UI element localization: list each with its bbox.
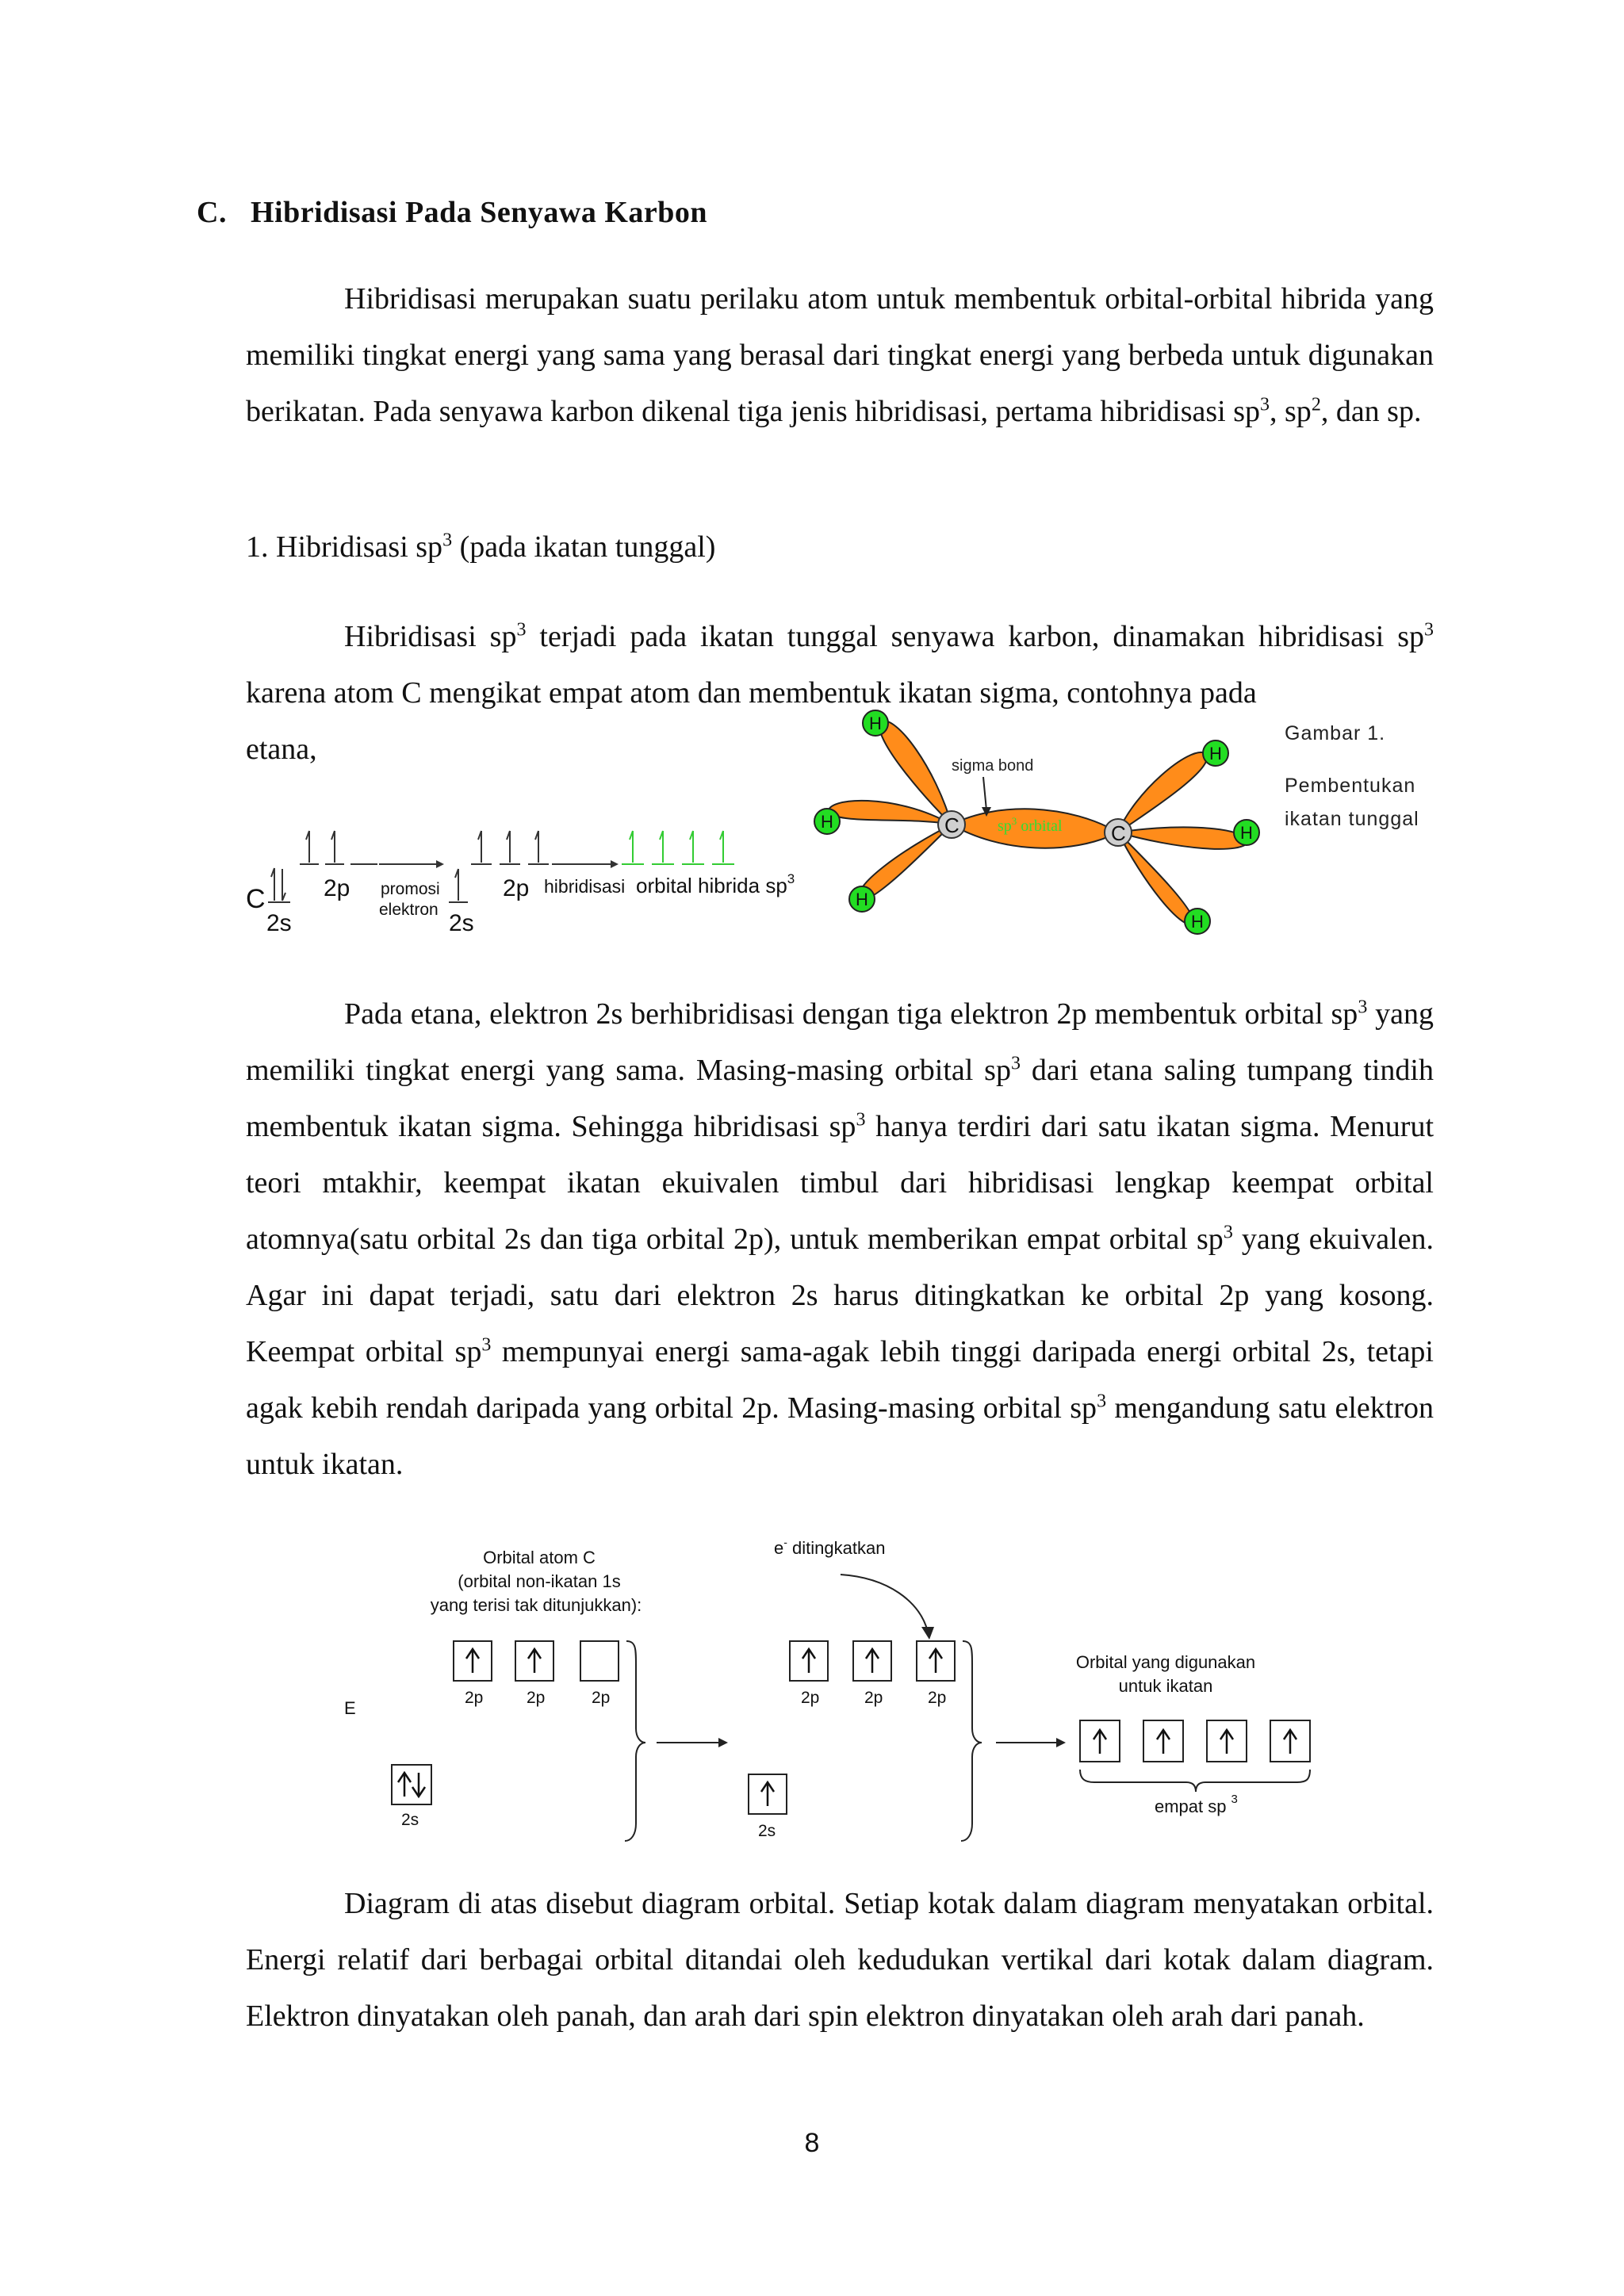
para3-e6: 3 [1097, 1391, 1107, 1412]
intro-tail: , dan sp. [1320, 395, 1422, 428]
subheading-prefix: 1. Hibridisasi sp [246, 530, 443, 564]
para3-t6: mempunyai energi sama-agak lebih tinggi daripada energi orbital 2s, tetapi agak kebih rendah daripada yang orbital 2p. Masing-masing orbital sp [246, 1335, 1434, 1425]
carbon-label: C [944, 813, 959, 837]
fig1-label-2p: 2p [324, 875, 350, 901]
arrow-icon [921, 1627, 934, 1640]
para3-e5: 3 [481, 1334, 492, 1356]
hydrogen-label: H [1209, 744, 1222, 763]
label-2s: 2s [401, 1811, 419, 1829]
intro-sep: , [1270, 395, 1285, 428]
hydrogen-label: H [869, 714, 882, 733]
sp3-lobe [1118, 752, 1207, 832]
up-arrow-icon [690, 831, 693, 863]
orbital-box-2s [392, 1765, 431, 1804]
label-2p: 2p [928, 1689, 947, 1707]
label-2s: 2s [758, 1822, 776, 1840]
para3-e4: 3 [1223, 1222, 1233, 1243]
up-arrow-icon [306, 831, 309, 863]
orbital-box-2p [580, 1641, 619, 1681]
up-arrow-icon [660, 831, 663, 863]
empat-sp3-label: empat sp $^3$ [1155, 1793, 1238, 1816]
fig1-label-2p-b: 2p [503, 875, 530, 901]
label-2p: 2p [527, 1689, 546, 1707]
intro-sp2-exp: 2 [1311, 394, 1321, 415]
section-number: C. [197, 196, 227, 229]
up-arrow-icon [478, 831, 481, 863]
hydrogen-label: H [1191, 912, 1204, 932]
up-arrow-icon [535, 831, 538, 863]
para3-t7: mengandung satu elektron untuk ikatan. [246, 1391, 1434, 1481]
intro-sp2: sp [1285, 395, 1312, 428]
fig1-label-2s-b: 2s [449, 910, 474, 936]
label-2p: 2p [864, 1689, 883, 1707]
used-orbitals-line2: untuk ikatan [1118, 1676, 1213, 1696]
para3-t2: yang memiliki tingkat energi yang sama. Masing-masing orbital sp [246, 997, 1434, 1087]
para3-t1: Pada etana, elektron 2s berhibridisasi dengan tiga elektron 2p membentuk orbital sp [344, 997, 1358, 1031]
label-2p: 2p [592, 1689, 611, 1707]
para4-text: Diagram di atas disebut diagram orbital. Setiap kotak dalam diagram menyatakan orbital. Energi relatif dari berbagai orbital ditandai oleh kedudukan vertikal dari kotak dalam diagram. Elektron dinyatakan oleh panah, dan arah dari spin elektron dinyatakan oleh arah dari panah. [246, 1887, 1434, 2033]
carbon-label: C [1111, 821, 1126, 845]
fig1-label-hibridisasi: hibridisasi [544, 876, 626, 897]
para3-e3: 3 [856, 1109, 866, 1131]
subheading [246, 530, 715, 564]
ethane-molecule [814, 710, 1259, 934]
ethane-sp3-figure [238, 706, 1443, 959]
section-title: Hibridisasi Pada Senyawa Karbon [250, 196, 708, 229]
sp3-orbital-label: $sp^3$ orbital [998, 815, 1063, 835]
para2-b-exp: 3 [1424, 619, 1434, 641]
up-arrow-icon [331, 831, 335, 863]
figure1-caption [1285, 717, 1419, 836]
arrow-icon [718, 1738, 728, 1747]
fig1-label-promosi: promosi [381, 880, 440, 898]
brace-icon [625, 1641, 645, 1841]
intro-sp3: sp [1233, 395, 1261, 428]
para2-c: karena atom C mengikat empat atom dan membentuk ikatan sigma, contohnya pada [246, 676, 1257, 710]
sp3-lobe [859, 825, 952, 900]
fig2-title-line3: yang terisi tak ditunjukkan): [430, 1595, 642, 1615]
fig2-title-line1: Orbital atom C [483, 1548, 596, 1567]
promotion-arrow [841, 1575, 928, 1632]
para2-line3: etana, [246, 733, 317, 766]
sigma-bond-label: sigma bond [952, 757, 1034, 775]
section-heading [197, 195, 707, 230]
fig2-e-label: e- ditingkatkan [774, 1536, 886, 1558]
para2-a-exp: 3 [516, 619, 527, 641]
fig1-label-c: C [246, 884, 266, 914]
arrow-icon [1056, 1738, 1066, 1747]
up-arrow-icon [720, 831, 723, 863]
para3-t3: dari etana saling tumpang tindih membentuk ikatan sigma. Sehingga hibridisasi sp [246, 1054, 1434, 1143]
intro-paragraph [246, 271, 1434, 440]
hydrogen-label: H [821, 812, 833, 832]
energy-axis-label: E [344, 1698, 356, 1718]
para4 [246, 1876, 1434, 2045]
caption-line1: Pembentukan [1285, 775, 1416, 797]
up-arrow-icon [507, 831, 510, 863]
hydrogen-label: H [1240, 823, 1253, 843]
orbital-diagram-figure [317, 1530, 1348, 1847]
para2-a: Hibridisasi sp [344, 620, 517, 653]
brace-icon [1080, 1770, 1310, 1792]
subheading-exp: 3 [442, 530, 453, 551]
page-number: 8 [804, 2128, 820, 2158]
fig1-label-2s: 2s [266, 910, 292, 936]
para3-t4: hanya terdiri dari satu ikatan sigma. Menurut teori mtakhir, keempat ikatan ekuivalen timbul dari hibridisasi lengkap keempat orbital atomnya(satu orbital 2s dan tiga orbital 2p), untuk memberikan empat orbital sp [246, 1110, 1434, 1256]
caption-line2: ikatan tunggal [1285, 808, 1419, 830]
up-arrow-icon [271, 868, 274, 901]
brace-icon [961, 1641, 982, 1841]
up-arrow-icon [630, 831, 633, 863]
up-arrow-icon [455, 869, 458, 901]
label-2p: 2p [465, 1689, 484, 1707]
fig2-title-line2: (orbital non-ikatan 1s [458, 1571, 621, 1591]
para3-e2: 3 [1010, 1053, 1021, 1074]
para2-line1 [246, 609, 1434, 721]
label-2p: 2p [801, 1689, 820, 1707]
para3-e1: 3 [1358, 997, 1368, 1018]
para2-b: terjadi pada ikatan tunggal senyawa karbon, dinamakan hibridisasi sp [526, 620, 1424, 653]
para3-t5: yang ekuivalen. Agar ini dapat terjadi, satu dari elektron 2s harus ditingkatkan ke orbital 2p yang kosong. Keempat orbital sp [246, 1223, 1434, 1368]
caption-title: Gambar 1. [1285, 722, 1386, 744]
sp3-lobe [1118, 827, 1249, 848]
intro-sp3-exp: 3 [1260, 394, 1270, 415]
para3 [246, 986, 1434, 1493]
subheading-suffix: (pada ikatan tunggal) [452, 530, 716, 564]
intro-text: Hibridisasi merupakan suatu perilaku atom untuk membentuk orbital-orbital hibrida yang memiliki tingkat energi yang sama yang berasal dari tingkat energi yang berbeda untuk digunakan berikatan. Pada senyawa karbon dikenal tiga jenis hibridisasi, pertama hibridisasi [246, 282, 1434, 428]
hybrid-orbitals [622, 831, 734, 864]
down-arrow-icon [282, 869, 285, 901]
used-orbitals-line1: Orbital yang digunakan [1075, 1652, 1256, 1672]
hydrogen-label: H [856, 890, 868, 909]
fig1-label-orbital-hibrida: orbital hibrida $sp^3$ [636, 871, 795, 897]
fig1-label-elektron: elektron [379, 901, 439, 919]
